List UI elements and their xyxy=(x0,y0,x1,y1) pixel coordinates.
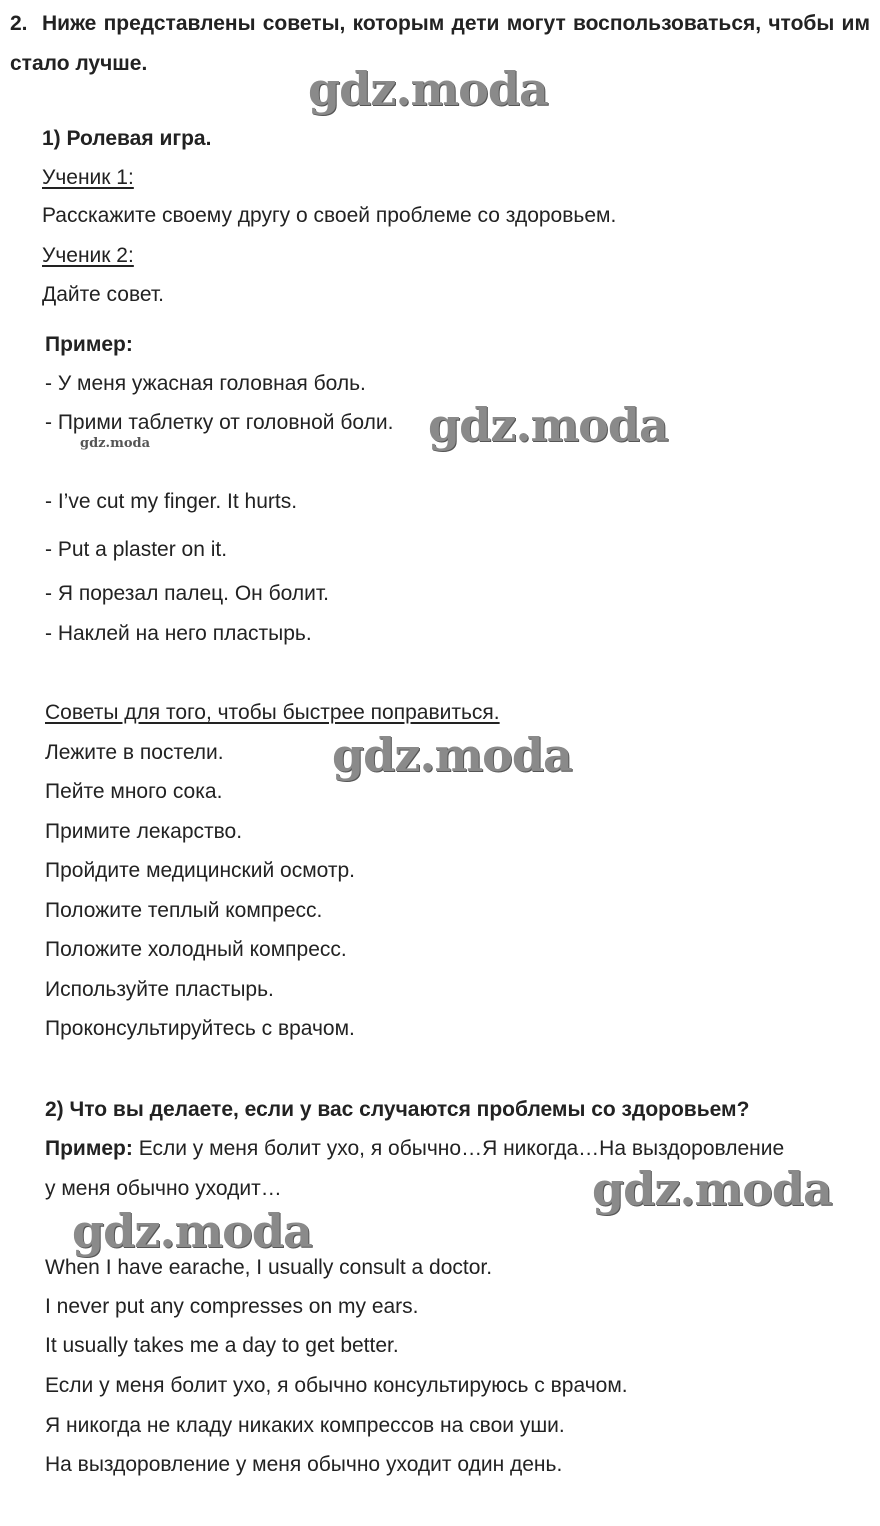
student2-label: Ученик 2: xyxy=(42,244,134,267)
answer-line: I never put any compresses on my ears. xyxy=(45,1295,419,1318)
answer-line: It usually takes me a day to get better. xyxy=(45,1334,399,1357)
example-line: - Я порезал палец. Он болит. xyxy=(45,582,329,605)
tip-line: Положите теплый компресс. xyxy=(45,899,323,922)
answer-line: На выздоровление у меня обычно уходит один день. xyxy=(45,1453,563,1476)
example-line: - Put a plaster on it. xyxy=(45,538,228,561)
part2-example-continuation: у меня обычно уходит… xyxy=(45,1177,282,1200)
watermark-logo: gdz.moda xyxy=(308,62,548,116)
answer-line: Я никогда не кладу никаких компрессов на свои уши. xyxy=(45,1414,565,1437)
tip-line: Пейте много сока. xyxy=(45,780,223,803)
watermark-logo-small: gdz.moda xyxy=(80,436,151,451)
example-line: - Прими таблетку от головной боли. xyxy=(45,411,394,434)
answer-line: Если у меня болит ухо, я обычно консультируюсь с врачом. xyxy=(45,1374,628,1397)
part2-example-label: Пример: xyxy=(45,1137,133,1160)
student2-task: Дайте совет. xyxy=(42,283,164,306)
tip-line: Положите холодный компресс. xyxy=(45,938,347,961)
tip-line: Используйте пластырь. xyxy=(45,978,274,1001)
watermark-logo: gdz.moda xyxy=(332,728,572,782)
example-line: - Наклей на него пластырь. xyxy=(45,622,312,645)
tip-line: Примите лекарство. xyxy=(45,820,243,843)
tip-line: Пройдите медицинский осмотр. xyxy=(45,859,356,882)
part2-example xyxy=(45,1136,784,1162)
tips-title: Советы для того, чтобы быстрее поправиться. xyxy=(45,701,500,724)
part1-title: 1) Ролевая игра. xyxy=(42,127,212,150)
task-title: Ниже представлены советы, которым дети могут воспользоваться, чтобы им стало лучше. xyxy=(10,12,870,75)
part2-example-text: Если у меня болит ухо, я обычно…Я никогда…На выздоровление xyxy=(132,1137,785,1160)
part2-title: 2) Что вы делаете, если у вас случаются проблемы со здоровьем? xyxy=(45,1098,750,1121)
watermark-logo: gdz.moda xyxy=(428,398,668,452)
task-number: 2. xyxy=(10,12,28,35)
answer-line: When I have earache, I usually consult a doctor. xyxy=(45,1256,493,1279)
example-label: Пример: xyxy=(45,333,133,356)
tip-line: Лежите в постели. xyxy=(45,741,224,764)
example-line: - I’ve cut my finger. It hurts. xyxy=(45,490,298,513)
tip-line: Проконсультируйтесь с врачом. xyxy=(45,1017,355,1040)
example-line: - У меня ужасная головная боль. xyxy=(45,372,366,395)
student1-label: Ученик 1: xyxy=(42,166,134,189)
watermark-logo: gdz.moda xyxy=(592,1162,832,1216)
student1-task: Расскажите своему другу о своей проблеме со здоровьем. xyxy=(42,204,617,227)
watermark-logo: gdz.moda xyxy=(72,1204,312,1258)
